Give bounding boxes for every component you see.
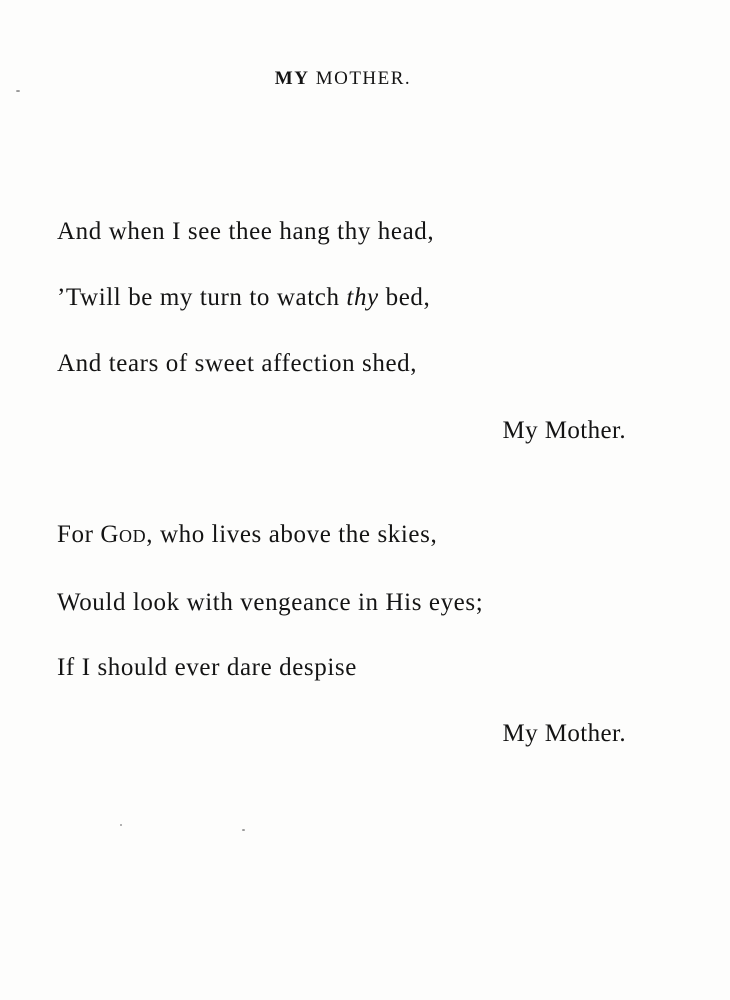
stanza1-line2-italic: thy bbox=[346, 284, 379, 311]
stanza2-line1-end: , who lives above the skies, bbox=[146, 521, 438, 548]
page-title bbox=[0, 68, 708, 90]
title-word-mother: MOTHER. bbox=[315, 68, 412, 89]
stanza1-line2 bbox=[57, 283, 430, 313]
paper-speck bbox=[242, 829, 245, 831]
paper-speck bbox=[16, 90, 20, 92]
stanza1-line3: And tears of sweet affection shed, bbox=[57, 350, 418, 377]
stanza2-line3: If I should ever dare despise bbox=[57, 654, 357, 681]
stanza2-line1-start: For bbox=[57, 521, 101, 548]
stanza2-line2: Would look with vengeance in His eyes; bbox=[57, 589, 484, 616]
stanza1-line1: And when I see thee hang thy head, bbox=[57, 218, 435, 245]
stanza1-line2-start: ’Twill be my turn to watch bbox=[57, 284, 347, 311]
title-word-my: MY bbox=[274, 68, 310, 89]
paper-speck bbox=[120, 824, 122, 826]
stanza2-line1-smallcaps: God bbox=[100, 521, 147, 548]
stanza1-refrain: My Mother. bbox=[502, 417, 626, 444]
stanza1-line2-end: bed, bbox=[378, 284, 431, 311]
stanza2-line1 bbox=[57, 520, 437, 550]
stanza2-refrain: My Mother. bbox=[502, 720, 626, 747]
